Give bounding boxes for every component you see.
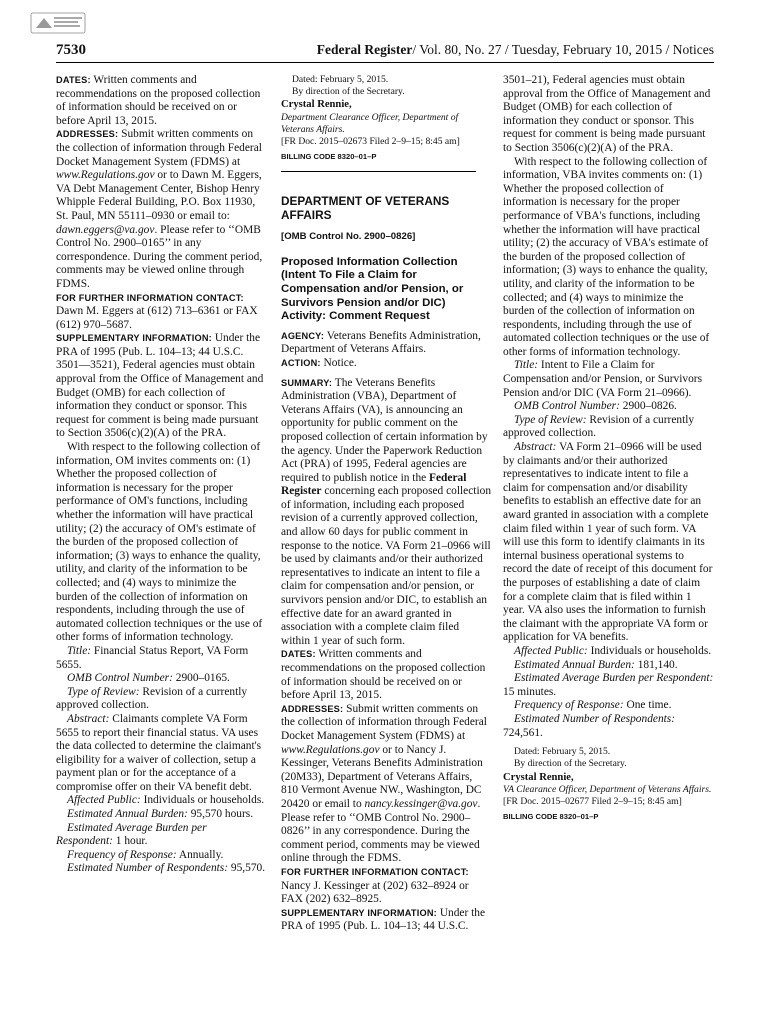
publication-name: Federal Register: [316, 42, 413, 57]
fr-doc-line: [FR Doc. 2015–02673 Filed 2–9–15; 8:45 am]: [281, 136, 460, 148]
fr-doc-line-3: [FR Doc. 2015–02677 Filed 2–9–15; 8:45 am]: [503, 796, 682, 808]
dates-paragraph-2: DATES: Written comments and recommendations on the proposed collection of information should be received on or before April 13, 2015.: [281, 648, 486, 702]
signer-name: Crystal Rennie,: [281, 99, 352, 111]
page-number: 7530: [56, 42, 86, 58]
action-paragraph: ACTION: Notice.: [281, 356, 357, 369]
email-link-2[interactable]: nancy.kessinger@va.gov: [364, 797, 478, 810]
review-line: Type of Review: Revision of a currently approved collection.: [56, 685, 248, 712]
billing-code-3: BILLING CODE 8320–01–P: [503, 811, 599, 821]
issue-info: / Vol. 80, No. 27 / Tuesday, February 10, 2015 / Notices: [412, 42, 714, 57]
signer-title: Department Clearance Officer, Department of Veterans Affairs.: [281, 112, 459, 136]
column-1: [56, 74, 266, 876]
abstract-line-3: Abstract: VA Form 21–0966 will be used by claimants and/or their authorized representatives to indicate intent to file a claim for compensation and/or disability benefits to establish an effective date for an award granted in association with a complete claim filed within 1 year of such form. VA will use this form to identify claimants in its internal business operational systems to record the date of receipt of this document for the purposes of establishing a date of claim for a complete claim that is filed within 1 year. VA also uses the information to furnish the claimant with the appropriate VA form or application for VA benefits.: [503, 441, 713, 644]
abstract-line: Abstract: Claimants complete VA Form 5655 to report their financial status. VA uses the data collected to determine the claimant's eligibility for a waiver of collection, setup a payment plan or for the acceptance of a compromise offer on their VA benefit debt.: [56, 712, 262, 793]
burden-line-3: Estimated Annual Burden: 181,140.: [514, 658, 678, 671]
omb-line: OMB Control Number: 2900–0165.: [67, 672, 230, 685]
summary-paragraph: SUMMARY: The Veterans Benefits Administration (VBA), Department of Veterans Affairs (VA), is announcing an opportunity for public comment on the proposed collection of certain information by the agency. Under the Paperwork Reduction Act (PRA) of 1995, Federal agencies are required to publish notice in the Federal Register concerning each proposed collection of information, including each proposed revision of a currently approved collection, and allow 60 days for public comment in response to the notice. VA Form 21–0966 will be used by claimants and/or their authorized representatives to indicate an intent to file a claim for compensation and/or pension, or survivors pension and/or DIC, to establish an effective date for an award granted in association with a complete claim filed within 1 year of such form.: [281, 376, 491, 647]
avg-burden-line: Estimated Average Burden per Respondent: 1 hour.: [56, 821, 207, 848]
running-head: [317, 42, 714, 58]
addresses-paragraph: ADDRESSES: Submit written comments on the collection of information through Federal Docket Management System (FDMS) at www.Regulations.gov or to Dawn M. Eggers, VA Debt Management Center, Bishop Henry Whipple Federal Building, P.O. Box 11930, St. Paul, MN 55111–0930 or email to: dawn.eggers@va.gov. Please refer to ‘‘OMB Control No. 2900–0165’’ in any correspondence. During the comment period, comments may be viewed online through FDMS.: [56, 128, 263, 290]
omb-line-3: OMB Control Number: 2900–0826.: [514, 400, 677, 413]
section-divider: [281, 171, 476, 172]
continuation-paragraph: 3501–21), Federal agencies must obtain approval from the Office of Management and Budget (OMB) for each collection of information they conduct or sponsor. This request for comment is being made pursuant to Section 3506(c)(2)(A) of the PRA.: [503, 74, 711, 154]
burden-line: Estimated Annual Burden: 95,570 hours.: [67, 808, 254, 821]
addresses-paragraph-2: ADDRESSES: Submit written comments on the collection of information through Federal Docket Management System (FDMS) at www.Regulations.gov or to Nancy J. Kessinger, Veterans Benefits Administration (20M33), Department of Veterans Affairs, 810 Vermont Avenue NW., Washington, DC 20420 or email to nancy.kessinger@va.gov. Please refer to ‘‘OMB Control No. 2900–0826’’ in any correspondence. During the comment period, comments may be viewed online through the FDMS.: [281, 702, 487, 865]
respondents-line: Estimated Number of Respondents: 95,570.: [67, 862, 266, 875]
direction-line: By direction of the Secretary.: [292, 86, 405, 98]
avg-burden-line-3: Estimated Average Burden per Respondent: 15 minutes.: [503, 672, 714, 698]
public-line: Affected Public: Individuals or households.: [67, 794, 265, 807]
column-2: [281, 74, 491, 934]
contact-paragraph: FOR FURTHER INFORMATION CONTACT: Dawn M. Eggers at (612) 713–6361 or FAX (612) 970–5687.: [56, 292, 258, 331]
signer-name-3: Crystal Rennie,: [503, 771, 574, 783]
public-line-3: Affected Public: Individuals or households.: [514, 644, 712, 657]
agency-heading: DEPARTMENT OF VETERANS AFFAIRS: [281, 194, 450, 223]
contact-paragraph-2: FOR FURTHER INFORMATION CONTACT: Nancy J. Kessinger at (202) 632–8924 or FAX (202) 632–8925.: [281, 866, 469, 906]
title-line: Title: Financial Status Report, VA Form 5655.: [56, 644, 249, 671]
dated-line-3: Dated: February 5, 2015.: [514, 746, 611, 758]
direction-line-3: By direction of the Secretary.: [514, 758, 627, 770]
regulations-link-2[interactable]: www.Regulations.gov: [281, 743, 380, 756]
respondents-line-3: Estimated Number of Respondents: 724,561.: [503, 712, 676, 739]
dates-paragraph: DATES: Written comments and recommendations on the proposed collection of information should be received on or before April 13, 2015.: [56, 74, 261, 127]
running-header: [56, 42, 714, 60]
dated-line: Dated: February 5, 2015.: [292, 74, 389, 85]
email-link[interactable]: dawn.eggers@va.gov: [56, 223, 155, 236]
review-line-3: Type of Review: Revision of a currently approved collection.: [503, 413, 695, 440]
signer-title-3: VA Clearance Officer, Department of Veterans Affairs.: [503, 784, 712, 796]
supplementary-paragraph-2: SUPPLEMENTARY INFORMATION: Under the PRA of 1995 (Pub. L. 104–13; 44 U.S.C.: [281, 906, 486, 933]
title-line-3: Title: Intent to File a Claim for Compensation and/or Pension, or Survivors Pension and/or DIC (VA Form 21–0966).: [503, 359, 703, 399]
respect-paragraph: With respect to the following collection of information, OM invites comments on: (1) Whether the proposed collection of information is necessary for the proper performance of OM's functions, including whether the information will have practical utility; (2) the accuracy of OM's estimate of the burden of the proposed collection of information; (3) ways to enhance the quality, utility, and clarity of the information to be collected; and (4) ways to minimize the burden of the collection of information on respondents, including through the use of automated collection techniques or the use of other forms of information technology.: [56, 441, 263, 644]
regulations-link[interactable]: www.Regulations.gov: [56, 169, 155, 182]
frequency-line: Frequency of Response: Annually.: [67, 848, 224, 861]
frequency-line-3: Frequency of Response: One time.: [514, 699, 672, 712]
header-rule: [56, 62, 714, 63]
omb-control-heading: [OMB Control No. 2900–0826]: [281, 231, 416, 243]
respect-paragraph-3: With respect to the following collection of information, VBA invites comments on: (1) Whether the proposed collection of information is necessary for the proper performance of VBA's functions, including whether the information will have practical utility; (2) the accuracy of VBA's estimate of the burden of the proposed collection of information; (3) ways to enhance the quality, utility, and clarity of the information to be collected; and (4) ways to minimize the burden of the collection of information on respondents, including through the use of automated collection techniques or the use of other forms of information technology.: [503, 155, 710, 358]
supplementary-paragraph: SUPPLEMENTARY INFORMATION: Under the PRA of 1995 (Pub. L. 104–13; 44 U.S.C. 3501—3521), Federal agencies must obtain approval from the Office of Management and Budget (OMB) for each collection of information they conduct or sponsor. This request for comment is being made pursuant to Section 3506(c)(2)(A) of the PRA.: [56, 332, 264, 440]
billing-code: BILLING CODE 8320–01–P: [281, 151, 377, 161]
column-3: [503, 74, 715, 823]
agency-paragraph: AGENCY: Veterans Benefits Administration, Department of Veterans Affairs.: [281, 329, 481, 356]
gpo-authentication-seal: [30, 12, 86, 34]
document-title: Proposed Information Collection (Intent To File a Claim for Compensation and/or Pension, or Survivors Pension and/or DIC) Activity: Comment Request: [281, 255, 464, 323]
